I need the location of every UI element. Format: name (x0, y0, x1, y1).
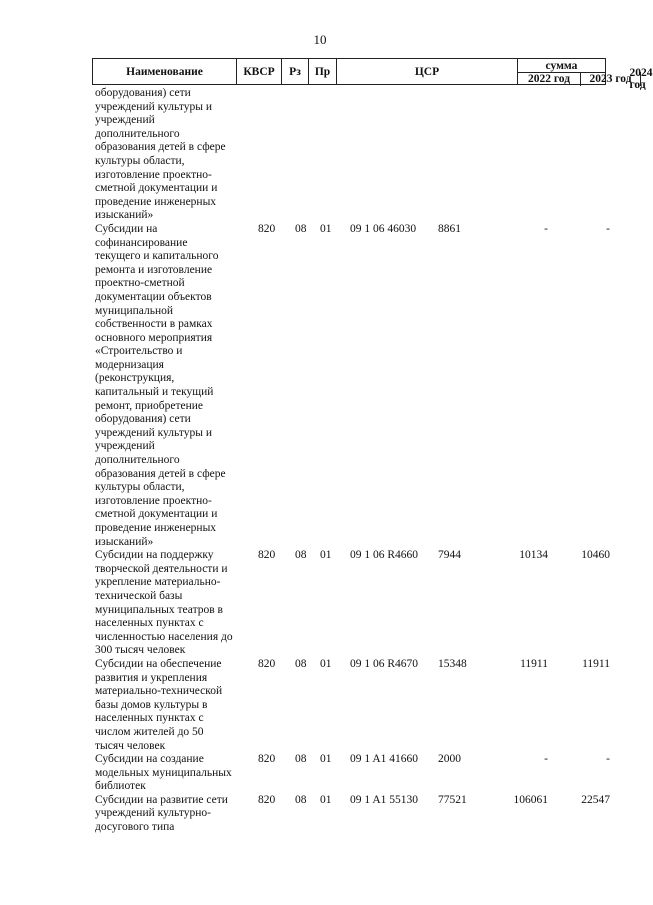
row-2022: 8861 (438, 222, 461, 235)
row-rz: 08 (295, 793, 307, 806)
table-row (95, 223, 610, 549)
table-row (95, 658, 610, 753)
header-pr: Пр (309, 59, 337, 84)
row-csr: 09 1 A1 41660 (350, 753, 419, 766)
header-rz: Рз (282, 59, 309, 84)
row-rz: 08 (295, 753, 307, 766)
table-row (95, 753, 610, 794)
row-2024: - (606, 222, 610, 235)
row-2024: 11911 (582, 657, 610, 670)
header-sum: сумма (518, 59, 605, 73)
row-name: Субсидии на обеспечение развития и укрепления материально-технической базы домов культуры в населенных пунктах с числом жителей до 50 тысяч человек (95, 657, 223, 752)
row-2024: - (606, 753, 610, 766)
table-row (95, 87, 610, 223)
table-row (95, 794, 610, 835)
row-2024: 22547 (581, 793, 610, 806)
row-pr: 01 (320, 549, 332, 562)
row-2022: 15348 (438, 657, 467, 670)
row-kvsr: 820 (258, 657, 276, 670)
table-header (92, 58, 653, 91)
header-year-2022: 2022 год (518, 72, 581, 86)
table-row (95, 549, 610, 658)
row-csr: 09 1 06 R4670 (350, 657, 419, 670)
header-name: Наименование (93, 59, 237, 84)
row-pr: 01 (320, 753, 332, 766)
row-kvsr: 820 (258, 753, 276, 766)
row-2024: 10460 (581, 549, 610, 562)
row-2023: - (544, 753, 548, 766)
row-csr: 09 1 A1 55130 (350, 793, 419, 806)
row-name: Субсидии на развитие сети учреждений культурно- досугового типа (95, 793, 228, 834)
row-csr: 09 1 06 46030 (350, 222, 417, 235)
row-2023: 106061 (513, 793, 548, 806)
row-rz: 08 (295, 549, 307, 562)
row-2022: 2000 (438, 753, 461, 766)
row-kvsr: 820 (258, 793, 276, 806)
row-2022: 77521 (438, 793, 467, 806)
header-sum-group: сумма 2022 год 2023 год 2024 год (518, 59, 605, 84)
row-name: Субсидии на поддержку творческой деятельности и укрепление материально- технической базы муниципальных театров в населенных пунктах с численностью населения до 300 тысяч человек (95, 549, 233, 657)
row-pr: 01 (320, 657, 332, 670)
row-rz: 08 (295, 222, 307, 235)
header-year-2023: 2023 год (581, 72, 641, 86)
row-2022: 7944 (438, 549, 461, 562)
row-2023: 10134 (519, 549, 548, 562)
row-2023: - (544, 222, 548, 235)
row-name: Субсидии на создание модельных муниципальных библиотек (95, 753, 232, 793)
row-pr: 01 (320, 222, 332, 235)
row-kvsr: 820 (258, 549, 276, 562)
row-rz: 08 (295, 657, 307, 670)
row-name: оборудования) сети учреждений культуры и учреждений дополнительного образования детей в сфере культуры области, изготовление проектно- сметной документации и проведение инженерных изысканий» (95, 87, 226, 222)
table-body (95, 87, 610, 835)
row-csr: 09 1 06 R4660 (350, 549, 419, 562)
row-pr: 01 (320, 793, 332, 806)
header-csr: ЦСР (337, 59, 518, 84)
row-name: Субсидии на софинансирование текущего и капитального ремонта и изготовление проектно-сметной документации объектов муниципальной собственности в рамках основного мероприятия «Строительство и модернизация (реконструкция, капитальный и текущий ремонт, приобретение оборудования) сети учреждений культуры и учреждений дополнительного образования детей в сфере культуры области, изготовление проектно- сметной документации и проведение инженерных изысканий» (95, 222, 226, 548)
row-kvsr: 820 (258, 222, 276, 235)
row-2023: 11911 (520, 657, 548, 670)
header-kvsr: КВСР (237, 59, 282, 84)
page-number: 10 (313, 32, 327, 47)
